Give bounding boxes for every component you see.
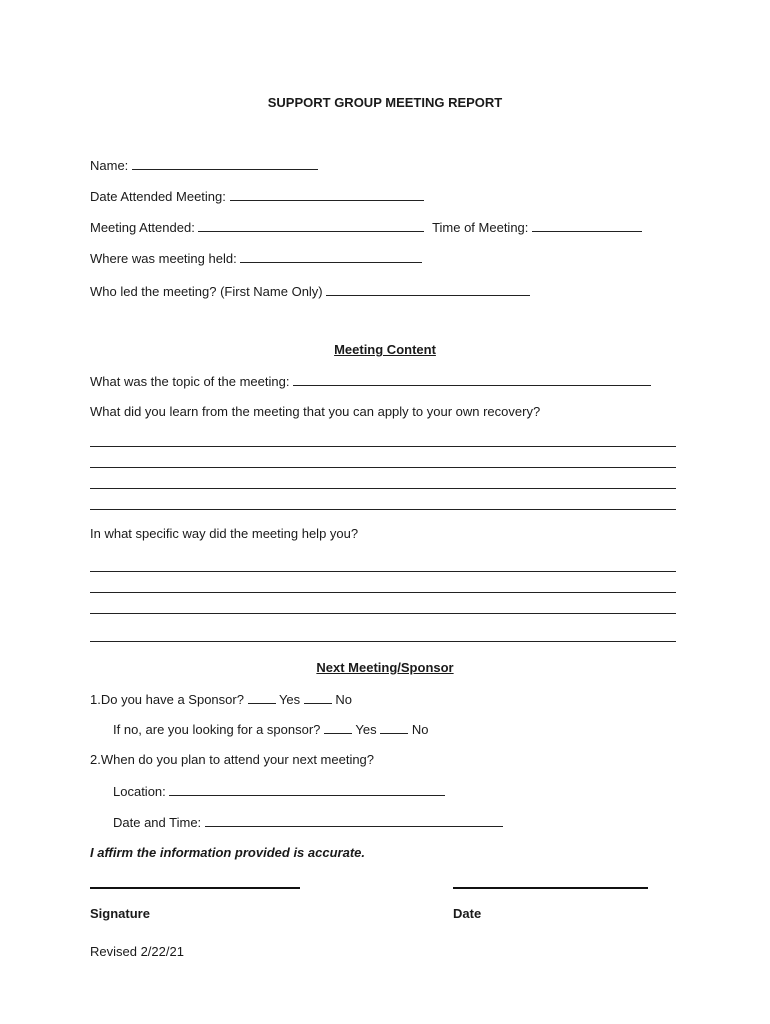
- learn-answer-line[interactable]: [90, 467, 676, 468]
- who-led-row: [90, 283, 530, 300]
- meeting-content-heading: Meeting Content: [334, 342, 436, 357]
- looking-sponsor-question: If no, are you looking for a sponsor?: [113, 722, 321, 737]
- meeting-attended-blank[interactable]: [198, 219, 424, 232]
- learn-question: What did you learn from the meeting that you can apply to your own recovery?: [90, 404, 541, 419]
- sponsor-question: 1.Do you have a Sponsor?: [90, 692, 244, 707]
- sponsor-no-blank[interactable]: [304, 691, 332, 704]
- name-blank[interactable]: [132, 157, 318, 170]
- next-meeting-question: 2.When do you plan to attend your next meeting?: [90, 752, 375, 767]
- date-line[interactable]: [453, 887, 648, 889]
- location-row: [113, 783, 445, 800]
- date-time-row: [113, 814, 503, 831]
- date-time-label: Date and Time:: [113, 815, 202, 830]
- help-answer-line[interactable]: [90, 592, 676, 593]
- date-attended-label: Date Attended Meeting:: [90, 189, 226, 204]
- looking-sponsor-row: [113, 721, 429, 738]
- page-title: SUPPORT GROUP MEETING REPORT: [267, 95, 503, 110]
- time-of-meeting-label: Time of Meeting:: [432, 220, 529, 235]
- learn-answer-line[interactable]: [90, 488, 676, 489]
- topic-row: [90, 373, 651, 390]
- location-label: Location:: [113, 784, 166, 799]
- date-time-blank[interactable]: [205, 814, 503, 827]
- sponsor-row: [90, 691, 352, 708]
- who-led-label: Who led the meeting? (First Name Only): [90, 284, 323, 299]
- learn-answer-line[interactable]: [90, 509, 676, 510]
- where-held-row: [90, 250, 422, 267]
- next-meeting-heading: Next Meeting/Sponsor: [316, 660, 454, 675]
- date-attended-row: [90, 188, 424, 205]
- help-question: In what specific way did the meeting help you?: [90, 526, 359, 541]
- learn-answer-line[interactable]: [90, 446, 676, 447]
- sponsor-yes-label: Yes: [278, 692, 301, 707]
- meeting-attended-label: Meeting Attended:: [90, 220, 195, 235]
- topic-blank[interactable]: [293, 373, 651, 386]
- name-row: [90, 157, 318, 174]
- where-held-blank[interactable]: [240, 250, 422, 263]
- time-of-meeting-blank[interactable]: [532, 219, 642, 232]
- sponsor-yes-blank[interactable]: [248, 691, 276, 704]
- topic-label: What was the topic of the meeting:: [90, 374, 290, 389]
- meeting-attended-row: [90, 219, 642, 236]
- who-led-blank[interactable]: [326, 283, 530, 296]
- help-answer-line[interactable]: [90, 613, 676, 614]
- sponsor-no-label: No: [335, 692, 353, 707]
- looking-yes-label: Yes: [355, 722, 377, 737]
- signature-label: Signature: [90, 906, 150, 921]
- looking-no-label: No: [411, 722, 429, 737]
- location-blank[interactable]: [169, 783, 445, 796]
- looking-yes-blank[interactable]: [324, 721, 352, 734]
- revised-note: Revised 2/22/21: [90, 944, 184, 959]
- date-attended-blank[interactable]: [230, 188, 424, 201]
- where-held-label: Where was meeting held:: [90, 251, 237, 266]
- date-label: Date: [453, 906, 482, 921]
- help-answer-line[interactable]: [90, 571, 676, 572]
- name-label: Name:: [90, 158, 129, 173]
- looking-no-blank[interactable]: [380, 721, 408, 734]
- affirm-statement: I affirm the information provided is accurate.: [90, 845, 365, 860]
- signature-line[interactable]: [90, 887, 300, 889]
- help-answer-line[interactable]: [90, 641, 676, 642]
